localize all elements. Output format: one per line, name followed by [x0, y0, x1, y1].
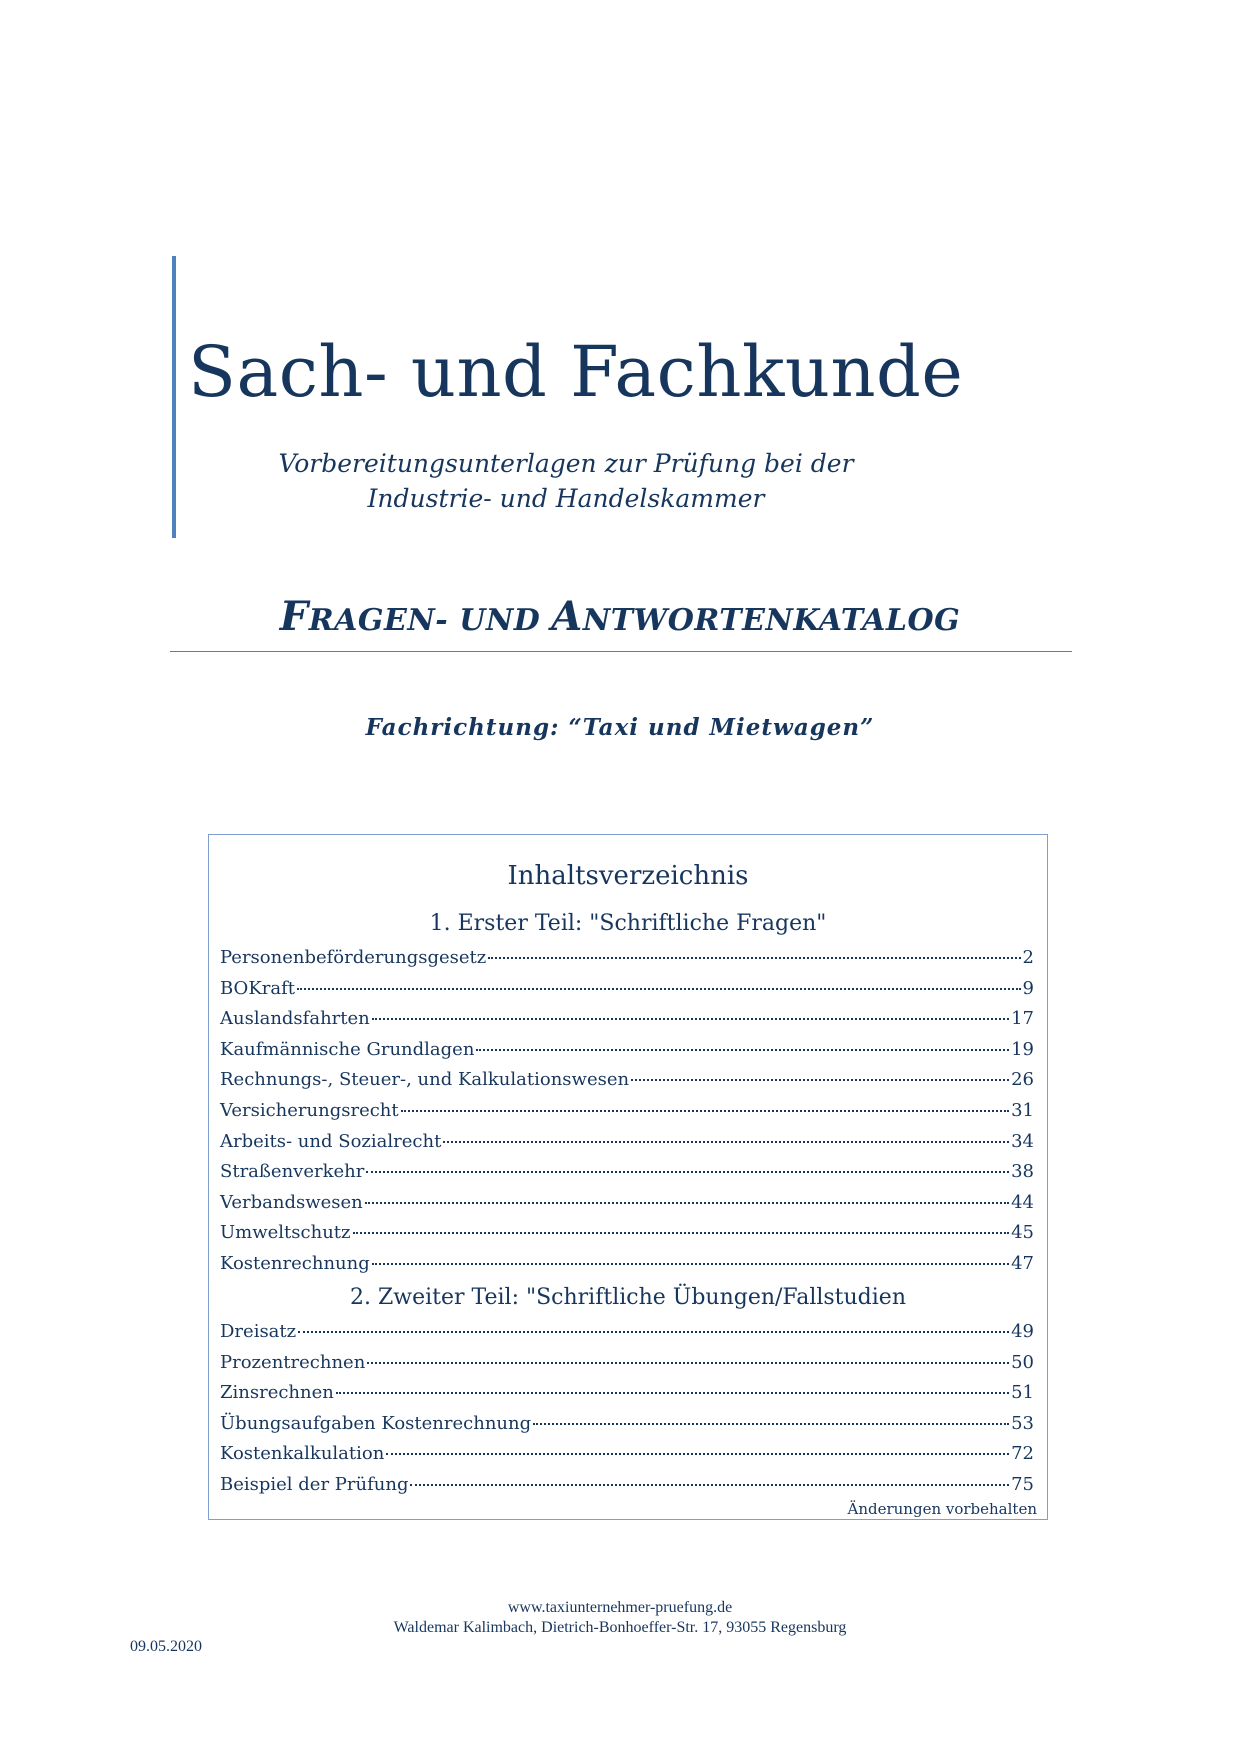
toc-entry-page: 49	[1011, 1321, 1034, 1342]
toc-entry-page: 31	[1011, 1099, 1034, 1121]
toc-entry[interactable]	[220, 1008, 1034, 1039]
document-title: Sach- und Fachkunde	[188, 331, 964, 413]
catalog-heading-initial-2: A	[551, 593, 583, 640]
footer	[0, 1598, 1240, 1638]
toc-entry-label: Kostenkalkulation	[220, 1443, 385, 1465]
toc-entry-page: 19	[1011, 1038, 1034, 1060]
toc-entry[interactable]	[220, 1413, 1034, 1444]
catalog-heading-initial-1: F	[279, 593, 309, 640]
dot-leader	[298, 1331, 1009, 1333]
document-subtitle: Vorbereitungsunterlagen zur Prüfung bei der Industrie- und Handelskammer	[278, 449, 854, 513]
catalog-heading	[170, 593, 1070, 640]
heading-divider	[170, 651, 1072, 652]
dot-leader	[336, 1392, 1009, 1394]
dot-leader	[631, 1079, 1009, 1081]
toc-entry-label: Personenbeförderungsgesetz	[220, 947, 487, 968]
toc-entry[interactable]	[220, 1039, 1034, 1070]
toc-entry-page: 50	[1011, 1351, 1034, 1373]
footer-website[interactable]: www.taxiunternehmer-pruefung.de	[507, 1599, 733, 1616]
toc-entry[interactable]	[220, 1131, 1034, 1162]
toc-entry-label: Arbeits- und Sozialrecht	[220, 1130, 442, 1152]
dot-leader	[353, 1232, 1010, 1234]
footer-address: Waldemar Kalimbach, Dietrich-Bonhoeffer-Str. 17, 93055 Regensburg	[393, 1619, 847, 1636]
toc-entry[interactable]	[220, 947, 1034, 978]
toc-entry[interactable]	[220, 1192, 1034, 1223]
dot-leader	[367, 1362, 1009, 1364]
dot-leader	[410, 1484, 1009, 1486]
catalog-heading-part-2: NTWORTENKATALOG	[582, 603, 961, 638]
toc-entry-page: 44	[1011, 1191, 1034, 1213]
toc-entry-label: Rechnungs-, Steuer-, und Kalkulationswesen	[220, 1069, 630, 1091]
toc-entry-page: 53	[1011, 1412, 1034, 1434]
toc-entry-page: 72	[1011, 1443, 1034, 1465]
toc-entry-page: 47	[1011, 1252, 1034, 1274]
toc-entry[interactable]	[220, 1161, 1034, 1192]
toc-entry-page: 26	[1011, 1069, 1034, 1091]
toc-entry-label: Kostenrechnung	[220, 1252, 370, 1274]
toc-entry-label: Umweltschutz	[220, 1222, 351, 1244]
toc-part-1	[209, 911, 1047, 936]
dot-leader	[297, 988, 1021, 990]
toc-entry-label: Beispiel der Prüfung	[220, 1473, 409, 1495]
toc-entry-page: 17	[1011, 1008, 1034, 1030]
toc-entry-label: Dreisatz	[220, 1321, 297, 1342]
dot-leader	[372, 1263, 1009, 1265]
toc-entry[interactable]	[220, 1100, 1034, 1131]
toc-part-2-heading: 2. Zweiter Teil: "Schriftliche Übungen/Fallstudien	[350, 1285, 906, 1310]
catalog-heading-middle: UND	[448, 603, 552, 638]
toc-entry-label: Prozentrechnen	[220, 1351, 366, 1373]
toc-entry[interactable]	[220, 1321, 1034, 1352]
toc-entry-page: 75	[1011, 1473, 1034, 1495]
toc-entry[interactable]	[220, 1069, 1034, 1100]
toc-entry-page: 2	[1022, 947, 1034, 968]
dot-leader	[488, 957, 1020, 959]
toc-entry[interactable]	[220, 1382, 1034, 1413]
toc-entry-label: Auslandsfahrten	[220, 1008, 370, 1030]
toc-entry[interactable]	[220, 1352, 1034, 1383]
toc-entry-label: Übungsaufgaben Kostenrechnung	[220, 1412, 532, 1434]
toc-entry[interactable]	[220, 1222, 1034, 1253]
toc-part-2-list	[220, 1321, 1034, 1505]
toc-entry-label: BOKraft	[220, 977, 295, 999]
toc-entry-page: 9	[1022, 977, 1034, 999]
toc-entry-label: Kaufmännische Grundlagen	[220, 1038, 475, 1060]
catalog-heading-part-1: RAGEN-	[308, 603, 449, 638]
toc-entry[interactable]	[220, 1253, 1034, 1284]
toc-entry-page: 34	[1011, 1130, 1034, 1152]
toc-entry-label: Zinsrechnen	[220, 1382, 334, 1404]
toc-entry[interactable]	[220, 978, 1034, 1009]
dot-leader	[476, 1049, 1009, 1051]
toc-entry-page: 38	[1011, 1161, 1034, 1183]
dot-leader	[372, 1018, 1009, 1020]
fachrichtung-label: Fachrichtung: “Taxi und Mietwagen”	[365, 714, 875, 741]
toc-part-1-heading: 1. Erster Teil: "Schriftliche Fragen"	[429, 911, 827, 936]
toc-entry-page: 45	[1011, 1222, 1034, 1244]
toc-entry-label: Versicherungsrecht	[220, 1099, 399, 1121]
dot-leader	[365, 1202, 1009, 1204]
toc-title: Inhaltsverzeichnis	[507, 861, 749, 891]
changes-reserved-note: Änderungen vorbehalten	[847, 1500, 1037, 1518]
table-of-contents	[208, 834, 1048, 1520]
dot-leader	[401, 1110, 1009, 1112]
dot-leader	[443, 1141, 1009, 1143]
document-date: 09.05.2020	[130, 1638, 202, 1655]
dot-leader	[533, 1423, 1009, 1425]
toc-part-1-list	[220, 947, 1034, 1284]
toc-part-2	[209, 1285, 1047, 1310]
dot-leader	[366, 1171, 1009, 1173]
title-block	[172, 256, 1046, 538]
toc-entry[interactable]	[220, 1443, 1034, 1474]
toc-entry-label: Straßenverkehr	[220, 1161, 365, 1183]
toc-entry-page: 51	[1011, 1382, 1034, 1404]
toc-entry-label: Verbandswesen	[220, 1191, 363, 1213]
dot-leader	[386, 1453, 1009, 1455]
